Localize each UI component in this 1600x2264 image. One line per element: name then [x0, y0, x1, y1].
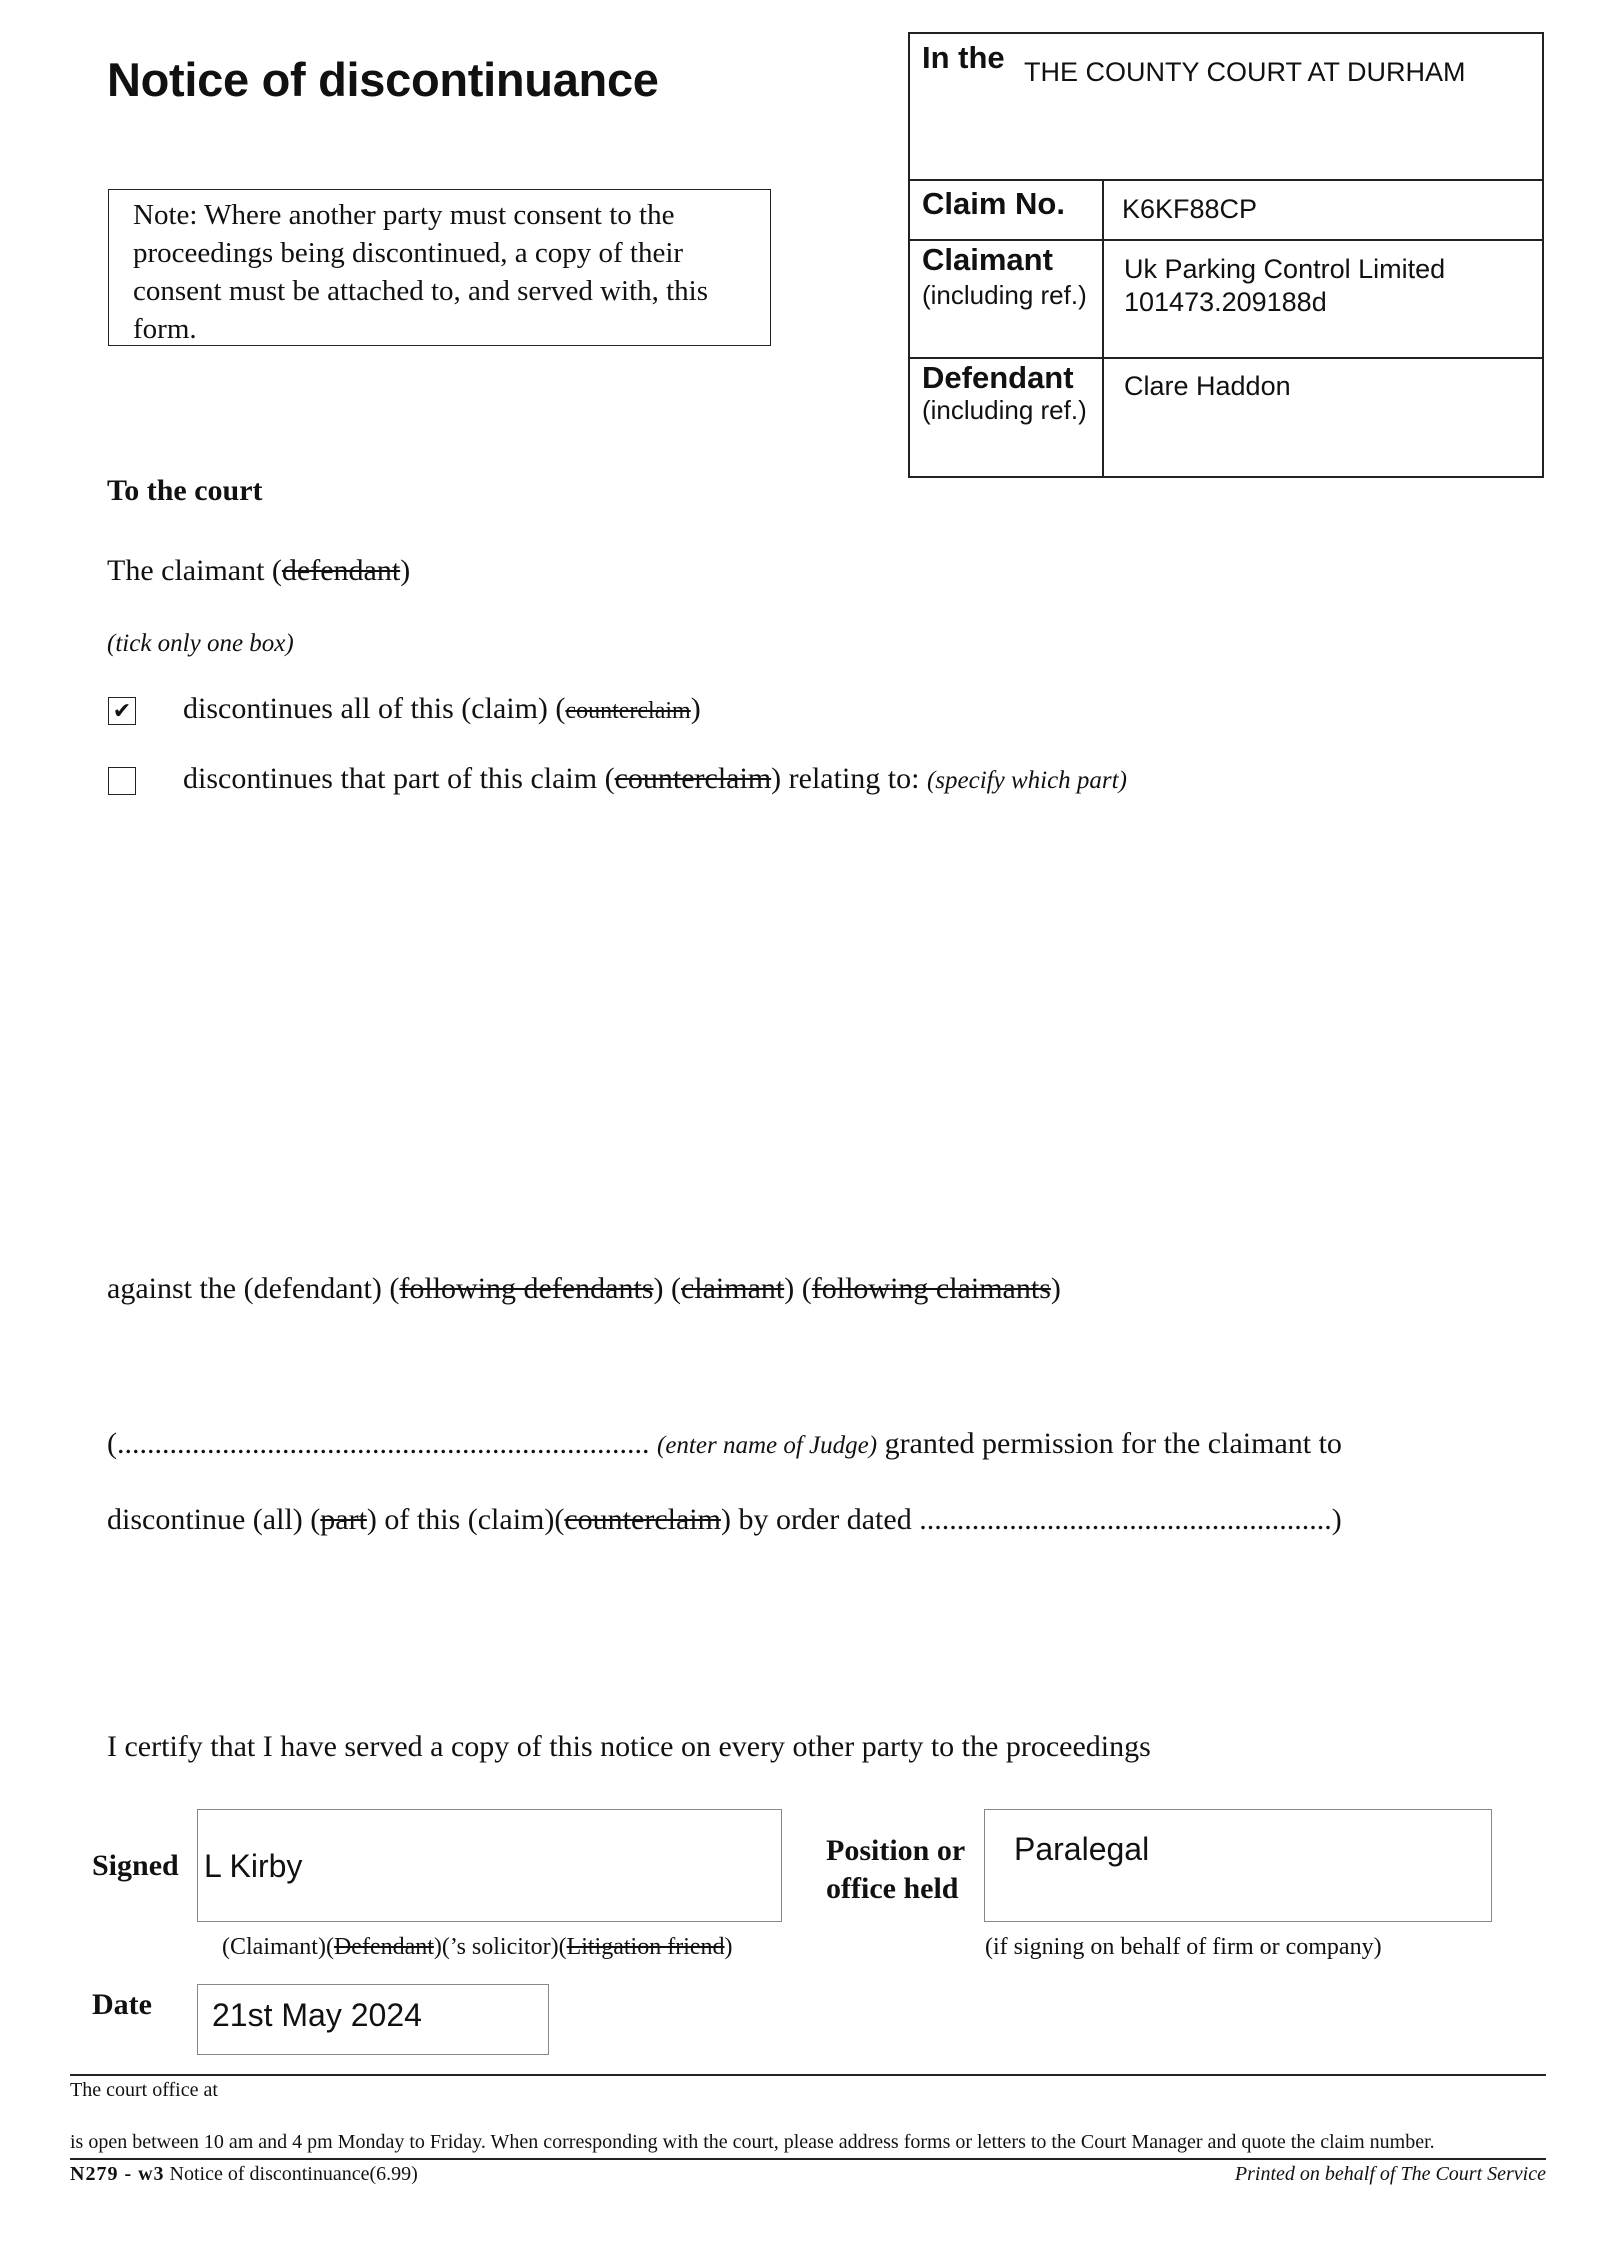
- defendant-label: Defendant: [922, 360, 1074, 395]
- consent-note-text: Note: Where another party must consent to the proceedings being discontinued, a copy of their consent must be attached to, and served with, this form.: [133, 199, 709, 345]
- order-line: [107, 1503, 1342, 1537]
- option1-text: discontinues all of this (claim) (: [183, 692, 566, 725]
- option2-text: discontinues that part of this claim (: [183, 762, 615, 795]
- footer-rule: [70, 2074, 1546, 2076]
- court-office-text: The court office at: [70, 2079, 218, 2101]
- against-struck-claimant: claimant: [680, 1272, 785, 1305]
- option2-struck: counterclaim: [614, 762, 772, 795]
- order-suffix: ) by order dated .......................................................): [720, 1503, 1342, 1536]
- defendant-sublabel: (including ref.): [922, 395, 1087, 425]
- discontinue-all-checkbox[interactable]: ✔: [108, 697, 136, 725]
- printed-by: Printed on behalf of The Court Service: [1234, 2163, 1546, 2185]
- against-struck-following-claimants: following claimants: [811, 1272, 1051, 1305]
- signed-field[interactable]: [197, 1809, 782, 1922]
- position-label-line1: Position or: [826, 1834, 966, 1867]
- consent-note-box: [108, 189, 771, 346]
- signed-caption-struck-litigation-friend: Litigation friend: [566, 1934, 725, 1960]
- claimant-value-ref: 101473.209188d: [1124, 287, 1327, 317]
- against-line: [107, 1272, 1061, 1306]
- order-struck-counterclaim: counterclaim: [564, 1503, 721, 1536]
- signed-caption-prefix: (Claimant)(: [222, 1934, 334, 1960]
- position-caption: (if signing on behalf of firm or company): [985, 1934, 1382, 1960]
- party-line: [107, 554, 410, 588]
- tick-instruction: (tick only one box): [107, 630, 294, 657]
- option2-hint: (specify which part): [926, 767, 1127, 794]
- table-column-divider: [1102, 179, 1104, 476]
- table-divider: [910, 239, 1542, 241]
- form-title: Notice of discontinuance: [107, 53, 659, 106]
- party-prefix: The claimant (: [107, 554, 282, 587]
- signed-label: Signed: [92, 1849, 179, 1882]
- position-field[interactable]: [984, 1809, 1492, 1922]
- defendant-value: Clare Haddon: [1124, 371, 1291, 401]
- date-field[interactable]: [197, 1984, 549, 2055]
- signed-caption-mid: )(’s solicitor)(: [433, 1934, 567, 1960]
- signed-caption-struck-defendant: Defendant: [333, 1934, 434, 1960]
- party-suffix: ): [400, 554, 411, 587]
- discontinue-part-text: [183, 762, 1127, 796]
- signed-caption-suffix: ): [724, 1934, 733, 1960]
- against-struck-following-defendants: following defendants: [399, 1272, 654, 1305]
- signed-caption: [222, 1934, 733, 1961]
- against-prefix: against the (defendant) (: [107, 1272, 400, 1305]
- claim-no-label: Claim No.: [922, 186, 1065, 221]
- signed-value: L Kirby: [204, 1848, 303, 1884]
- claimant-sublabel: (including ref.): [922, 280, 1087, 310]
- form-name: Notice of discontinuance(6.99): [169, 2163, 418, 2185]
- party-struck-defendant: defendant: [281, 554, 401, 587]
- judge-dots: (.......................................................................: [107, 1427, 650, 1460]
- date-value: 21st May 2024: [212, 1997, 422, 2033]
- order-prefix: discontinue (all) (: [107, 1503, 321, 1536]
- form-code: N279 - w3: [70, 2163, 165, 2185]
- claimant-value-name: Uk Parking Control Limited: [1124, 254, 1446, 284]
- discontinue-all-text: [183, 692, 701, 726]
- judge-suffix: granted permission for the claimant to: [884, 1427, 1342, 1460]
- court-details-table: [908, 32, 1544, 478]
- against-sep: ) (: [784, 1272, 812, 1305]
- position-label-line2: office held: [826, 1872, 959, 1905]
- form-reference: [70, 2163, 418, 2186]
- opening-hours-text: is open between 10 am and 4 pm Monday to Friday. When corresponding with the court, please address forms or letters to the Court Manager and quote the claim number.: [70, 2131, 1435, 2153]
- option1-struck: counterclaim: [565, 698, 691, 724]
- judge-hint: (enter name of Judge): [657, 1432, 878, 1459]
- claim-no-value: K6KF88CP: [1122, 194, 1258, 224]
- discontinue-part-checkbox[interactable]: [108, 767, 136, 795]
- position-value: Paralegal: [1014, 1831, 1150, 1867]
- court-name: THE COUNTY COURT AT DURHAM: [1024, 57, 1466, 87]
- table-divider: [910, 179, 1542, 181]
- position-label: [826, 1832, 965, 1908]
- certify-statement: I certify that I have served a copy of this notice on every other party to the proceedings: [107, 1730, 1151, 1763]
- order-struck-part: part: [320, 1503, 367, 1536]
- judge-permission-line: [107, 1427, 1342, 1461]
- option2-suffix: ) relating to:: [771, 762, 920, 795]
- in-the-label: In the: [922, 40, 1005, 75]
- against-suffix: ): [1050, 1272, 1061, 1305]
- footer-rule: [70, 2158, 1546, 2160]
- order-mid: ) of this (claim)(: [366, 1503, 565, 1536]
- against-sep: ) (: [653, 1272, 681, 1305]
- table-divider: [910, 357, 1542, 359]
- option1-suffix: ): [690, 692, 701, 725]
- claimant-label: Claimant: [922, 242, 1053, 277]
- date-label: Date: [92, 1988, 152, 2021]
- to-the-court-heading: To the court: [107, 474, 263, 507]
